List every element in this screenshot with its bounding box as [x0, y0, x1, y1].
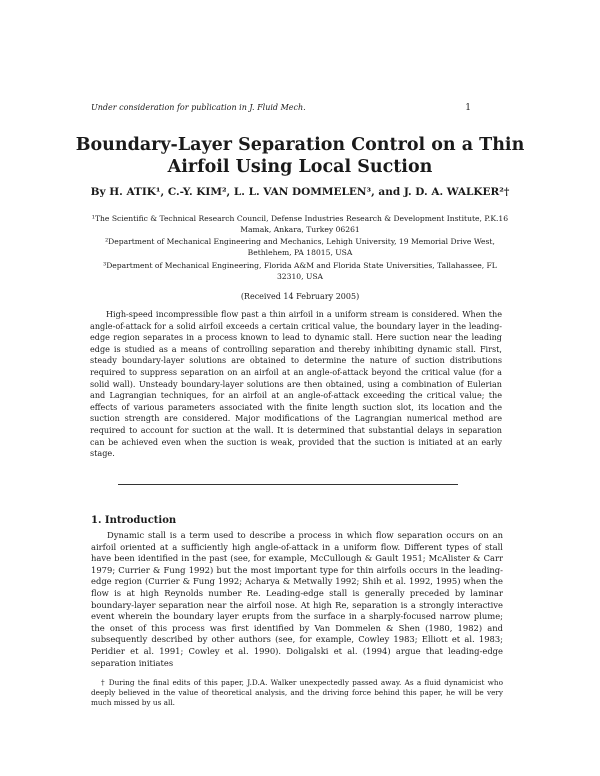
footnote: † During the final edits of this paper, J.D.A. Walker unexpectedly passed away. As a fluid dynamicist who deeply believed in the value of theoretical analysis, and the driving force behind this paper, he will be very much missed by us all. — [91, 678, 503, 707]
introduction-body: Dynamic stall is a term used to describe a process in which flow separation occurs on an airfoil oriented at a sufficiently high angle-of-attack in a uniform flow. Different types of stall have been identified in the past (see, for example, McCullough & Gault 1951; McAlister & Carr 1979; Currier & Fung 1992) but the most important type for thin airfoils occurs in the leading-edge region (Currier & Fung 1992; Acharya & Metwally 1992; Shih et al. 1992, 1995) when the flow is at high Reynolds number Re. Leading-edge stall is generally preceded by laminar boundary-layer separation near the airfoil nose. At high Re, separation is a strongly interactive event wherein the boundary layer erupts from the surface in a sharply-focused narrow plume; the onset of this process was first identified by Van Dommelen & Shen (1980, 1982) and subsequently described by other authors (see, for example, Cowley 1983; Elliott et al. 1983; Peridier et al. 1991; Cowley et al. 1990). Doligalski et al. (1994) argue that leading-edge separation initiates — [91, 530, 503, 668]
section-divider — [118, 484, 458, 485]
affiliation-1: ¹The Scientific & Technical Research Council, Defense Industries Research & Development Institute, P.K.16 Mamak, Ankara, Turkey 06261 — [91, 214, 509, 234]
author-list — [80, 185, 520, 199]
abstract: High-speed incompressible flow past a thin airfoil in a uniform stream is considered. When the angle-of-attack for a solid airfoil exceeds a certain critical value, the boundary layer in the leading-edge region separates in a process known to lead to dynamic stall. Here suction near the leading edge is studied as a means of controlling separation and thereby inhibiting dynamic stall. First, steady boundary-layer solutions are obtained to determine the nature of suction distributions required to suppress separation on an airfoil at an angle-of-attack beyond the critical value (for a solid wall). Unsteady boundary-layer solutions are then obtained, using a combination of Eulerian and Lagrangian techniques, for an airfoil at an angle-of-attack exceeding the critical value; the effects of various parameters associated with the finite length suction slot, its location and the suction strength are considered. Major modifications of the Lagrangian numerical method are required to account for suction at the wall. It is determined that substantial delays in separation can be achieved even when the suction is weak, provided that the suction is initiated at an early stage. — [90, 309, 502, 459]
section-heading: 1. Introduction — [91, 515, 177, 526]
author-names: H. ATIK¹, C.-Y. KIM², L. L. VAN DOMMELEN³, and J. D. A. WALKER²† — [109, 186, 510, 198]
received-date: (Received 14 February 2005) — [240, 292, 360, 301]
affiliation-2: ²Department of Mechanical Engineering and Mechanics, Lehigh University, 19 Memorial Drive West, Bethlehem, PA 18015, USA — [105, 237, 495, 257]
author-prefix: By — [90, 186, 106, 198]
running-head-text: Under consideration for publication in J. Fluid Mech. — [91, 103, 306, 112]
page-number: 1 — [465, 103, 471, 113]
running-head — [91, 103, 471, 112]
affiliation-3: ³Department of Mechanical Engineering, Florida A&M and Florida State Universities, Tallahassee, FL 32310, USA — [103, 261, 497, 281]
paper-title: Boundary-Layer Separation Control on a Thin Airfoil Using Local Suction — [75, 135, 525, 177]
